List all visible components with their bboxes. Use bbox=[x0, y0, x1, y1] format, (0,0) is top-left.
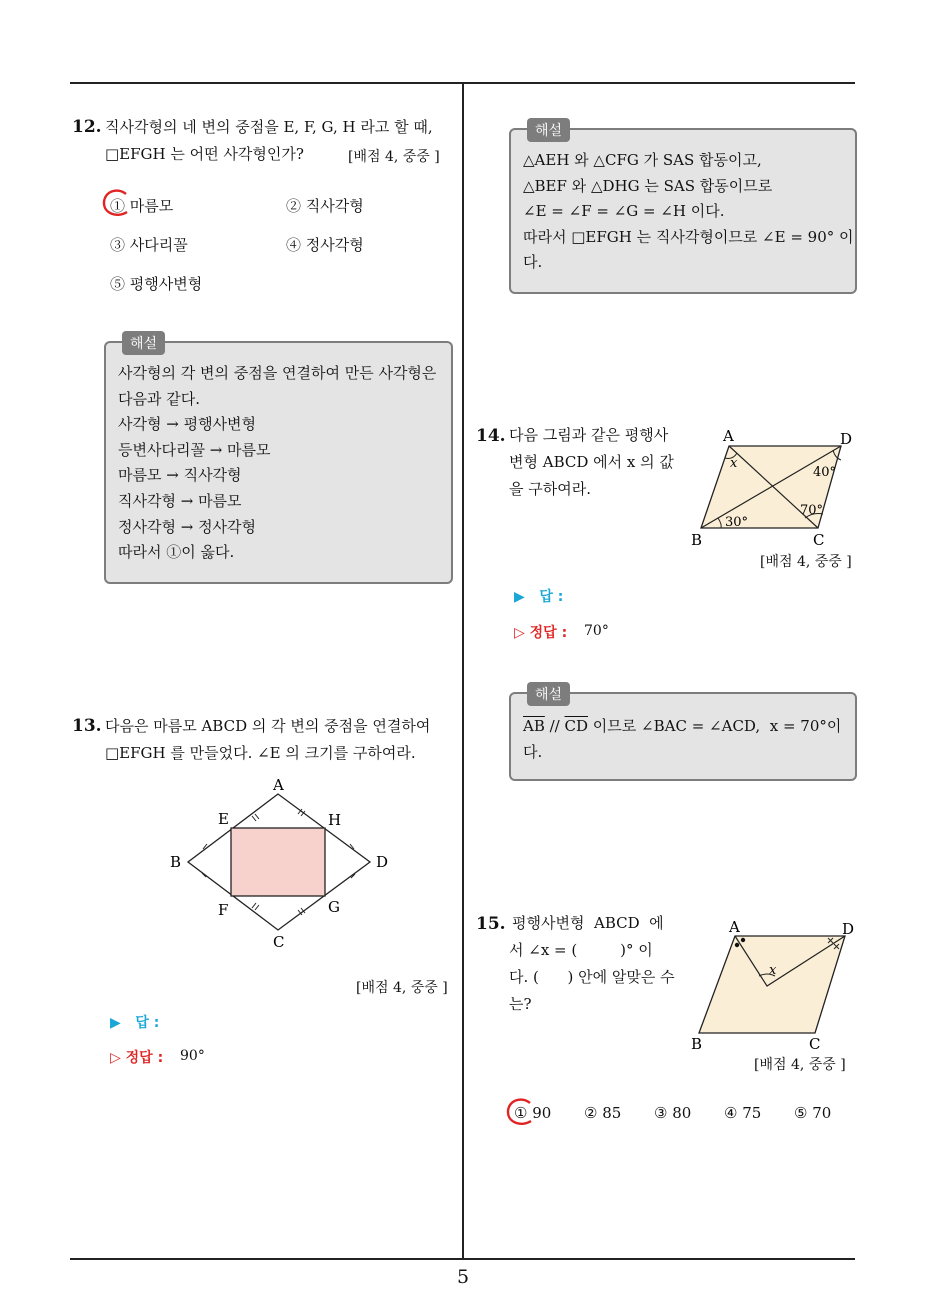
q13-score: [배점 4, 중중 ] bbox=[356, 980, 448, 996]
q13-correct-value: 90° bbox=[180, 1048, 205, 1064]
q14-explanation-tag: 해설 bbox=[527, 682, 570, 706]
q12-choice-4[interactable]: ④ 정사각형 bbox=[286, 236, 364, 254]
q15-choice-1[interactable]: ① 90 bbox=[514, 1104, 552, 1122]
bottom-rule bbox=[70, 1258, 855, 1260]
q13-label-h: H bbox=[328, 811, 342, 829]
q14-number: 14. bbox=[476, 426, 506, 446]
q14-correct-label: ▷ 정답 : bbox=[514, 625, 568, 641]
q14-explanation-parallel: // bbox=[544, 717, 565, 735]
q12-choice-1[interactable]: ① 마름모 bbox=[110, 197, 174, 215]
q14-text-line2: 변형 ABCD 에서 x 의 값 bbox=[509, 453, 674, 471]
q13-answer-label[interactable]: ▶ 답 : bbox=[110, 1015, 160, 1031]
column-divider bbox=[462, 83, 464, 1258]
q14-explanation-box bbox=[509, 687, 857, 781]
q15-text-line1: 평행사변형 ABCD 에 bbox=[512, 914, 664, 932]
q14-explanation-ab: $\overline{AB}$ bbox=[523, 717, 545, 735]
q12-explanation-box bbox=[104, 336, 453, 584]
q15-choice-5[interactable]: ⑤ 70 bbox=[794, 1104, 832, 1122]
q14-label-d: D bbox=[840, 430, 853, 448]
q14-explanation-rest: 이므로 ∠BAC = ∠ACD, x = 70°이 bbox=[588, 717, 842, 735]
q12-explanation-line-6: 직사각형 → 마름모 bbox=[118, 491, 242, 510]
q12-explanation-tag: 해설 bbox=[122, 331, 165, 355]
q12-answer-mark bbox=[100, 188, 136, 220]
q15-text-line3: 다. ( ) 안에 알맞은 수 bbox=[509, 968, 675, 986]
q14-correct-value: 70° bbox=[584, 623, 609, 639]
q14-label-b: B bbox=[691, 531, 703, 549]
q13-label-f: F bbox=[218, 901, 229, 919]
q13-label-b: B bbox=[170, 853, 182, 871]
q15-parallelogram-figure bbox=[685, 918, 860, 1053]
q14-label-angle70: 70° bbox=[800, 503, 824, 518]
q15-choice-3[interactable]: ③ 80 bbox=[654, 1104, 692, 1122]
q14-label-angle30: 30° bbox=[725, 515, 749, 530]
q15-label-b: B bbox=[691, 1035, 703, 1053]
q14-text-line3: 을 구하여라. bbox=[509, 480, 591, 498]
q12-choice-5[interactable]: ⑤ 평행사변형 bbox=[110, 275, 203, 293]
q13-label-c: C bbox=[273, 933, 285, 951]
q13-explanation-line-5: 다. bbox=[523, 253, 543, 272]
q13-label-a: A bbox=[273, 776, 284, 794]
q14-explanation-line-2: 다. bbox=[523, 742, 543, 761]
q12-explanation-line-5: 마름모 → 직사각형 bbox=[118, 466, 242, 485]
page-number: 5 bbox=[456, 1266, 470, 1288]
q15-label-c: C bbox=[809, 1035, 821, 1053]
q14-parallelogram-figure bbox=[685, 428, 860, 553]
q13-label-g: G bbox=[328, 898, 340, 916]
q12-explanation-line-8: 따라서 ①이 옳다. bbox=[118, 543, 235, 562]
q12-explanation-line-4: 등변사다리꼴 → 마름모 bbox=[118, 440, 271, 459]
q13-label-e: E bbox=[218, 810, 229, 828]
q12-explanation-line-1: 사각형의 각 변의 중점을 연결하여 만든 사각형은 bbox=[118, 364, 437, 382]
q12-score: [배점 4, 중중 ] bbox=[348, 149, 440, 165]
q14-text-line1: 다음 그림과 같은 평행사 bbox=[509, 426, 669, 444]
q15-label-x: x bbox=[769, 963, 777, 978]
q13-rhombus-figure bbox=[160, 772, 400, 957]
q15-text-line2: 서 ∠x = ( )° 이 bbox=[509, 941, 653, 959]
q15-label-a: A bbox=[729, 918, 740, 936]
q15-text-line4: 는? bbox=[509, 995, 532, 1013]
q13-explanation-line-2: △BEF 와 △DHG 는 SAS 합동이므로 bbox=[523, 176, 773, 195]
q13-explanation-line-4: 따라서 □EFGH 는 직사각형이므로 ∠E = 90° 이 bbox=[523, 227, 854, 246]
q12-number: 12. bbox=[72, 117, 102, 137]
q14-label-c: C bbox=[813, 531, 825, 549]
q12-explanation-line-7: 정사각형 → 정사각형 bbox=[118, 517, 257, 536]
q13-correct-label: ▷ 정답 : bbox=[110, 1050, 164, 1066]
q12-choice-2[interactable]: ② 직사각형 bbox=[286, 197, 364, 215]
q13-explanation-box bbox=[509, 123, 857, 294]
q13-text-line2: □EFGH 를 만들었다. ∠E 의 크기를 구하여라. bbox=[105, 744, 416, 762]
q12-text-line1: 직사각형의 네 변의 중점을 E, F, G, H 라고 할 때, bbox=[105, 118, 433, 136]
q15-score: [배점 4, 중중 ] bbox=[754, 1057, 846, 1073]
q13-label-d: D bbox=[376, 853, 389, 871]
q15-label-d: D bbox=[842, 920, 855, 938]
q13-number: 13. bbox=[72, 716, 102, 736]
q14-label-angle40: 40° bbox=[813, 465, 837, 480]
q15-choice-4[interactable]: ④ 75 bbox=[724, 1104, 762, 1122]
q15-choice-2[interactable]: ② 85 bbox=[584, 1104, 622, 1122]
q14-explanation-cd: $\overline{CD}$ bbox=[564, 717, 589, 735]
q15-number: 15. bbox=[476, 914, 506, 934]
q13-explanation-tag: 해설 bbox=[527, 118, 570, 142]
q14-score: [배점 4, 중중 ] bbox=[760, 554, 852, 570]
q12-choice-3[interactable]: ③ 사다리꼴 bbox=[110, 236, 188, 254]
q12-explanation-line-3: 사각형 → 평행사변형 bbox=[118, 415, 257, 434]
q15-answer-mark bbox=[504, 1097, 540, 1129]
q13-explanation-line-1: △AEH 와 △CFG 가 SAS 합동이고, bbox=[523, 151, 762, 169]
q13-explanation-line-3: ∠E = ∠F = ∠G = ∠H 이다. bbox=[523, 202, 725, 221]
q13-text-line1: 다음은 마름모 ABCD 의 각 변의 중점을 연결하여 bbox=[105, 717, 431, 735]
q14-label-a: A bbox=[723, 428, 734, 445]
q14-answer-label[interactable]: ▶ 답 : bbox=[514, 589, 564, 605]
q14-label-x: x bbox=[730, 456, 738, 471]
q12-text-line2: □EFGH 는 어떤 사각형인가? bbox=[105, 145, 304, 163]
q12-explanation-line-2: 다음과 같다. bbox=[118, 389, 200, 408]
